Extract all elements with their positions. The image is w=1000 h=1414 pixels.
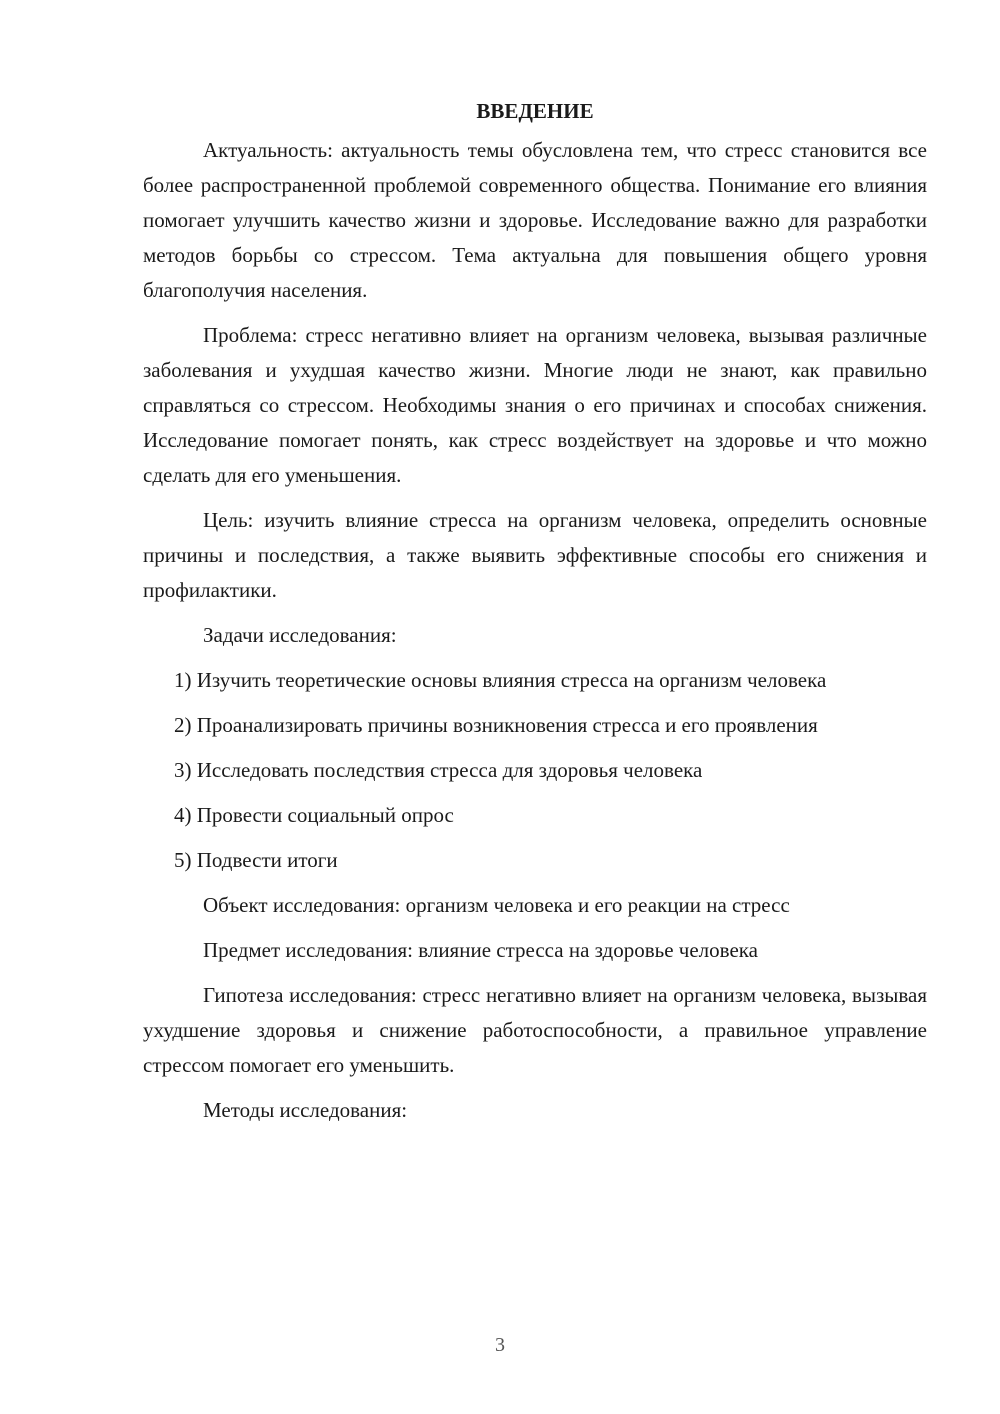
task-item-1: 1) Изучить теоретические основы влияния стресса на организм человека bbox=[174, 668, 827, 692]
research-subject: Предмет исследования: влияние стресса на здоровье человека bbox=[203, 938, 758, 962]
page-content bbox=[143, 94, 927, 1138]
task-item-4: 4) Провести социальный опрос bbox=[174, 803, 454, 827]
paragraph-relevance: Актуальность: актуальность темы обусловлена тем, что стресс становится все более распространенной проблемой современного общества. Понимание его влияния помогает улучшить качество жизни и здоровье. Исследование важно для разработки методов борьбы со стрессом. Тема актуальна для повышения общего уровня благополучия населения. bbox=[143, 138, 927, 302]
paragraph-goal: Цель: изучить влияние стресса на организм человека, определить основные причины и последствия, а также выявить эффективные способы его снижения и профилактики. bbox=[143, 508, 927, 602]
section-title: ВВЕДЕНИЕ bbox=[476, 99, 594, 123]
methods-heading: Методы исследования: bbox=[203, 1098, 408, 1122]
research-hypothesis: Гипотеза исследования: стресс негативно влияет на организм человека, вызывая ухудшение здоровья и снижение работоспособности, а правильное управление стрессом помогает его уменьшить. bbox=[143, 983, 927, 1077]
page-number: 3 bbox=[495, 1334, 505, 1356]
task-item-2: 2) Проанализировать причины возникновения стресса и его проявления bbox=[174, 713, 818, 737]
tasks-heading: Задачи исследования: bbox=[203, 623, 397, 647]
task-item-3: 3) Исследовать последствия стресса для здоровья человека bbox=[174, 758, 703, 782]
research-object: Объект исследования: организм человека и его реакции на стресс bbox=[203, 893, 790, 917]
task-item-5: 5) Подвести итоги bbox=[174, 848, 338, 872]
paragraph-problem: Проблема: стресс негативно влияет на организм человека, вызывая различные заболевания и ухудшая качество жизни. Многие люди не знают, как правильно справляться со стрессом. Необходимы знания о его причинах и способах снижения. Исследование помогает понять, как стресс воздействует на здоровье и что можно сделать для его уменьшения. bbox=[143, 323, 927, 487]
